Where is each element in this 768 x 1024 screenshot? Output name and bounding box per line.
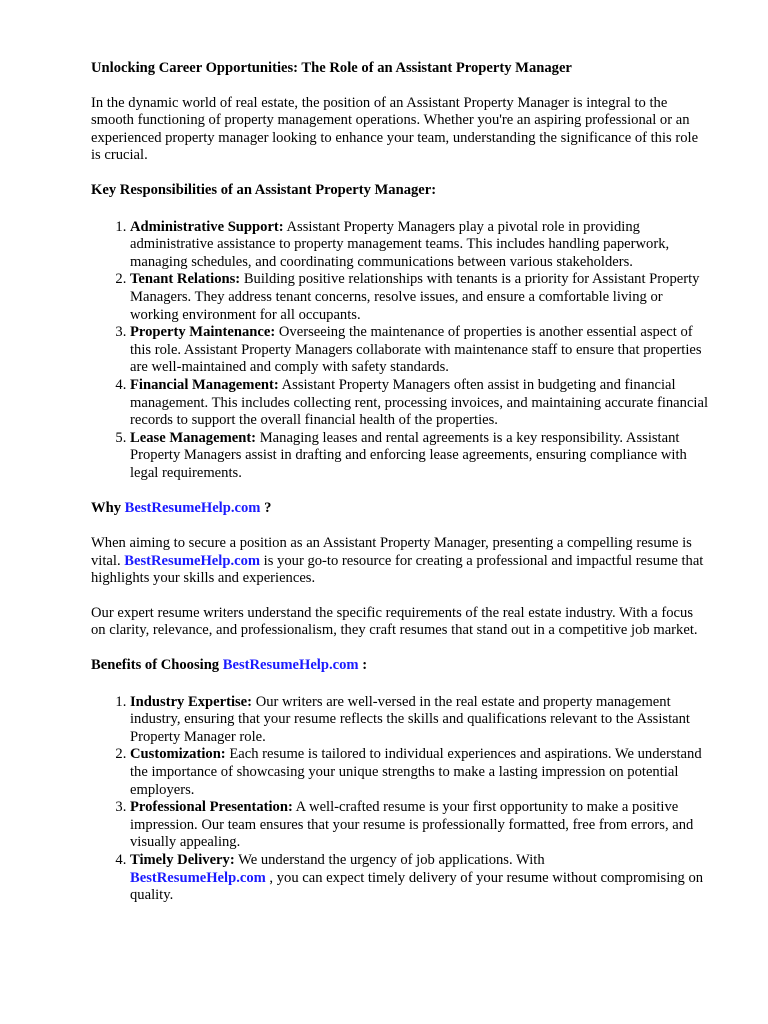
responsibilities-list (91, 219, 708, 483)
bestresumehelp-link[interactable]: BestResumeHelp.com (222, 657, 359, 674)
bestresumehelp-link[interactable]: BestResumeHelp.com (130, 869, 266, 886)
list-item-term: Timely Delivery: (130, 851, 235, 868)
benefits-heading-suffix: : (358, 657, 368, 674)
benefits-list (91, 694, 708, 905)
intro-paragraph: In the dynamic world of real estate, the position of an Assistant Property Manager is integral to the smooth functioning of property management operations. Whether you're an aspiring professional or an experienced property manager looking to enhance your team, understanding the significance of this role is crucial. (91, 94, 699, 164)
list-item-term: Customization: (130, 746, 226, 763)
responsibilities-heading: Key Responsibilities of an Assistant Property Manager: (91, 181, 437, 198)
document-title: Unlocking Career Opportunities: The Role of an Assistant Property Manager (91, 60, 572, 76)
list-item (130, 799, 708, 852)
list-item-text: Building positive relationships with tenants is a priority for Assistant Property Managers. They address tenant concerns, resolve issues, and ensure a comfortable living or working environment for all occupants. (130, 271, 700, 323)
list-item-term: Administrative Support: (130, 218, 284, 235)
why-heading-prefix: Why (91, 500, 125, 517)
list-item (130, 746, 708, 799)
list-item (130, 219, 708, 272)
list-item-term: Tenant Relations: (130, 271, 241, 288)
list-item-term: Lease Management: (130, 429, 257, 446)
list-item-text: We understand the urgency of job applications. With (238, 851, 545, 868)
why-paragraph-1-text: When aiming to secure a position as an Assistant Property Manager, presenting a compelling resume is vital. (91, 535, 692, 569)
list-item (130, 271, 708, 324)
list-item-text-after: , you can expect timely delivery of your resume without compromising on quality. (130, 869, 704, 904)
benefits-heading (91, 657, 708, 675)
list-item-term: Property Maintenance: (130, 324, 276, 341)
why-paragraph-1 (91, 535, 708, 588)
list-item-term: Industry Expertise: (130, 693, 253, 710)
list-item-text: Our writers are well-versed in the real estate and property management industry, ensuring that your resume reflects the skills and qualifications relevant to the Assistant Property Manager role. (130, 693, 690, 745)
why-heading-suffix: ? (260, 500, 272, 517)
list-item-term: Professional Presentation: (130, 799, 293, 816)
benefits-heading-prefix: Benefits of Choosing (91, 657, 223, 674)
list-item (130, 377, 708, 430)
list-item-text: Overseeing the maintenance of properties is another essential aspect of this role. Assistant Property Managers collaborate with maintenance staff to ensure that properties are well-maintained and comply with safety standards. (130, 324, 702, 376)
list-item-term: Financial Management: (130, 376, 279, 393)
list-item-text: A well-crafted resume is your first opportunity to make a positive impression. Our team ensures that your resume is professionally formatted, free from errors, and visually appealing. (130, 799, 694, 851)
list-item-text: Assistant Property Managers often assist in budgeting and financial management. This includes collecting rent, processing invoices, and maintaining accurate financial records to support the overall financial health of the properties. (130, 376, 709, 429)
why-paragraph-2: Our expert resume writers understand the specific requirements of the real estate industry. With a focus on clarity, relevance, and professionalism, they craft resumes that stand out in a competitive job market. (91, 604, 698, 639)
bestresumehelp-link[interactable]: BestResumeHelp.com (124, 552, 261, 569)
list-item-text: Assistant Property Managers play a pivotal role in providing administrative assistance to property management teams. This includes handling paperwork, managing schedules, and coordinating communications between various stakeholders. (130, 218, 670, 270)
list-item-text: Each resume is tailored to individual experiences and aspirations. We understand the importance of showcasing your unique strengths to make a lasting impression on potential employers. (130, 746, 702, 798)
list-item (130, 430, 708, 483)
why-paragraph-1-text-after: is your go-to resource for creating a professional and impactful resume that highlights your skills and experiences. (91, 552, 704, 587)
list-item (130, 694, 708, 747)
list-item (130, 852, 708, 905)
bestresumehelp-link[interactable]: BestResumeHelp.com (124, 500, 261, 517)
list-item-text: Managing leases and rental agreements is a key responsibility. Assistant Property Managers assist in drafting and enforcing lease agreements, ensuring compliance with legal requirements. (130, 429, 687, 481)
list-item (130, 324, 708, 377)
why-heading (91, 500, 708, 518)
